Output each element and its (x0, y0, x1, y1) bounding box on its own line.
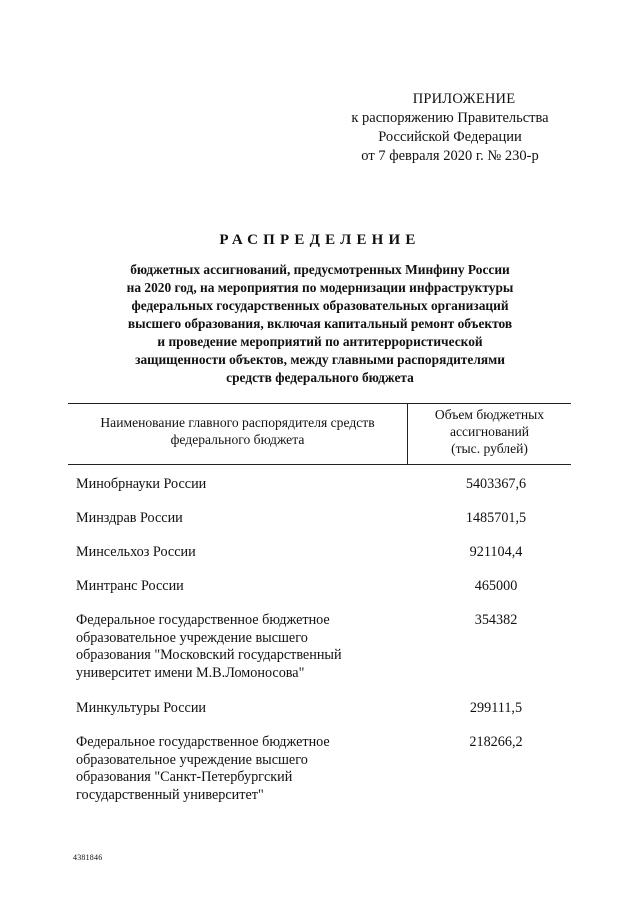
column-header-name-line: Наименование главного распорядителя средств (100, 415, 375, 430)
row-name (76, 578, 406, 596)
row-name (76, 612, 406, 682)
row-value: 1485701,5 (465, 510, 527, 526)
row-name-line: Минобрнауки России (76, 476, 207, 492)
row-name (76, 510, 406, 528)
appendix-line-3: от 7 февраля 2020 г. № 230-р (361, 148, 539, 164)
column-header-amount-line: (тыс. рублей) (451, 441, 528, 456)
row-name-line: образования "Московский государственный (76, 647, 342, 663)
subtitle-line: защищенности объектов, между главными распорядителями (135, 352, 505, 367)
row-name-line: Минздрав России (76, 510, 183, 526)
row-name-line: Минкультуры России (76, 700, 207, 716)
row-name-line: Федеральное государственное бюджетное (76, 612, 330, 628)
row-name (76, 476, 406, 494)
row-name-line: образования "Санкт-Петербургский (76, 769, 293, 785)
row-value: 465000 (474, 578, 518, 594)
column-header-amount-line: ассигнований (449, 424, 530, 439)
row-value: 5403367,6 (465, 476, 527, 492)
appendix-line-2: Российской Федерации (378, 129, 522, 145)
appendix-title: ПРИЛОЖЕНИЕ (412, 91, 516, 107)
row-name-line: Минтранс России (76, 578, 184, 594)
subtitle-line: федеральных государственных образовательных организаций (131, 298, 509, 313)
column-header-name-line: федерального бюджета (170, 432, 305, 447)
row-name (76, 544, 406, 562)
document-code: 4381846 (73, 853, 103, 862)
row-name-line: Федеральное государственное бюджетное (76, 734, 330, 750)
subtitle-line: средств федерального бюджета (226, 370, 414, 385)
row-name-line: образовательное учреждение высшего (76, 629, 308, 646)
subtitle-line: на 2020 год, на мероприятия по модернизации инфраструктуры (126, 280, 514, 295)
column-header-amount-line: Объем бюджетных (434, 407, 545, 422)
appendix-line-1: к распоряжению Правительства (351, 110, 549, 126)
row-value: 354382 (474, 612, 518, 628)
subtitle-line: бюджетных ассигнований, предусмотренных Минфину России (130, 262, 510, 277)
row-value: 921104,4 (469, 544, 523, 560)
row-name-line: государственный университет" (76, 786, 264, 803)
row-name (76, 700, 406, 718)
subtitle-line: и проведение мероприятий по антитеррористической (157, 334, 483, 349)
subtitle-line: высшего образования, включая капитальный ремонт объектов (127, 316, 513, 331)
row-name (76, 734, 406, 804)
row-name-line: образовательное учреждение высшего (76, 751, 308, 768)
row-value: 299111,5 (469, 700, 523, 716)
document-title: РАСПРЕДЕЛЕНИЕ (219, 232, 421, 248)
row-value: 218266,2 (469, 734, 523, 750)
row-name-line: университет имени М.В.Ломоносова" (76, 664, 305, 681)
row-name-line: Минсельхоз России (76, 544, 196, 560)
